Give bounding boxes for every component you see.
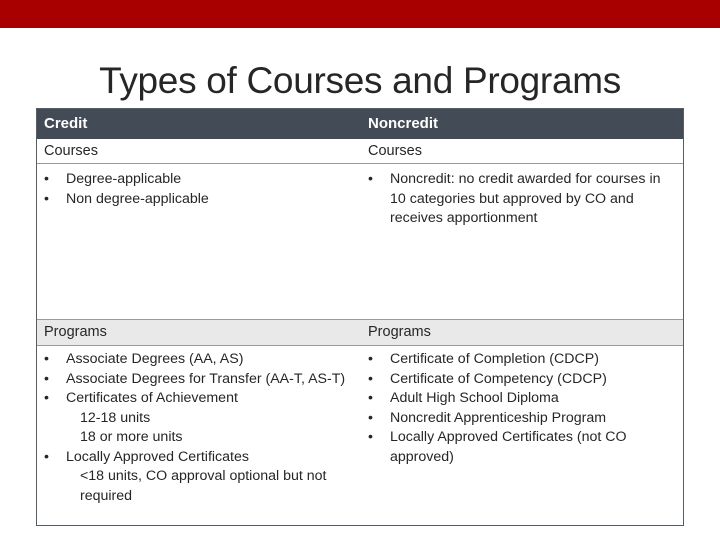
credit-programs-cell: [37, 346, 361, 525]
noncredit-courses-cell: [361, 164, 683, 319]
list-item: • Degree-applicable: [44, 170, 361, 190]
list-item: [44, 389, 353, 448]
list-item: • Noncredit Apprenticeship Program: [368, 409, 675, 429]
courses-label-credit: Courses: [44, 143, 98, 159]
courses-programs-table: [36, 108, 684, 526]
list-item: • Associate Degrees for Transfer (AA-T, AS-T): [44, 370, 353, 390]
credit-courses-list: [44, 170, 361, 209]
programs-content-row: [37, 346, 683, 525]
header-credit: Credit: [44, 115, 88, 132]
credit-courses-cell: [37, 164, 361, 319]
list-item: • Associate Degrees (AA, AS): [44, 350, 353, 370]
slide-title: Types of Courses and Programs: [99, 60, 621, 101]
courses-label-noncredit: Courses: [368, 143, 422, 159]
noncredit-courses-list: [368, 170, 677, 229]
list-item: • Noncredit: no credit awarded for courses in 10 categories but approved by CO and receives apportionment: [368, 170, 677, 229]
local-certificates-detail: <18 units, CO approval optional but not required: [80, 468, 327, 504]
top-accent-bar: [0, 0, 720, 28]
list-item: [44, 448, 353, 507]
header-noncredit: Noncredit: [368, 115, 439, 132]
programs-label-credit: Programs: [44, 324, 107, 340]
list-item: • Certificate of Competency (CDCP): [368, 370, 675, 390]
row-divider: [37, 319, 683, 320]
programs-label-row: [37, 320, 683, 345]
local-certificates-label: Locally Approved Certificates: [66, 448, 249, 465]
courses-label-row: [37, 139, 683, 164]
list-item: • Adult High School Diploma: [368, 389, 675, 409]
list-item: • Non degree-applicable: [44, 190, 361, 210]
list-item: • Locally Approved Certificates (not CO approved): [368, 428, 675, 467]
table-header-row: [37, 109, 683, 139]
noncredit-programs-cell: [361, 346, 683, 525]
courses-content-row: [37, 164, 683, 319]
programs-label-noncredit: Programs: [368, 324, 431, 340]
noncredit-programs-list: [368, 350, 675, 467]
certificates-units-1: 12-18 units: [80, 409, 151, 426]
certificates-units-2: 18 or more units: [80, 429, 183, 445]
list-item: • Certificate of Completion (CDCP): [368, 350, 675, 370]
credit-programs-list: [44, 350, 353, 506]
certificates-label: Certificates of Achievement: [66, 390, 238, 406]
